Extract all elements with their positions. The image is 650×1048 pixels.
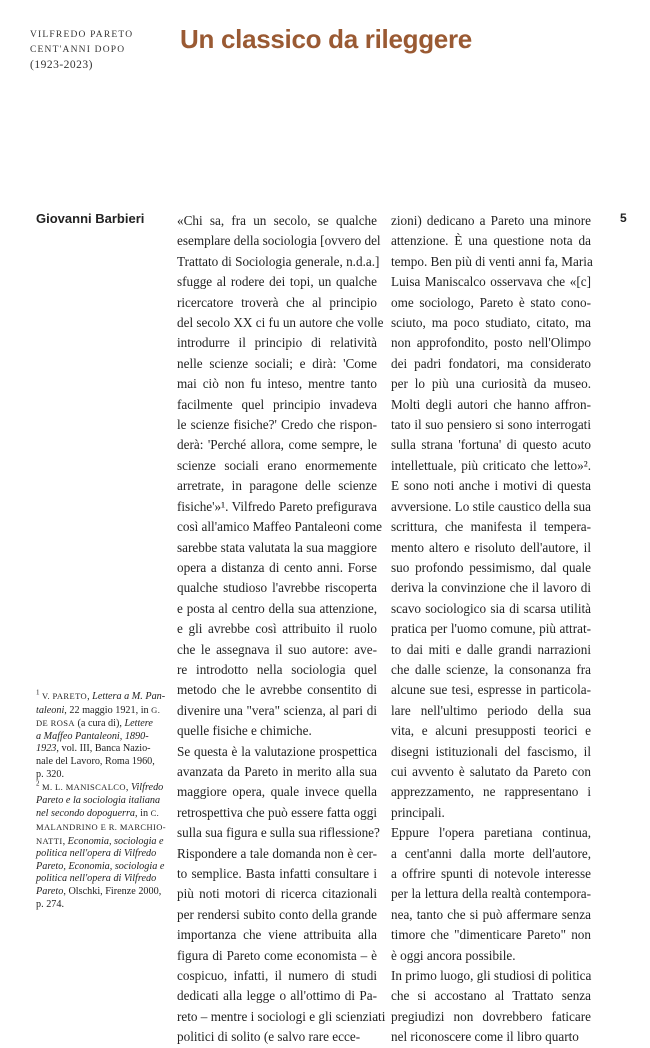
footnote-work-cont: a Maffeo Pantaleoni, 1890-: [36, 730, 149, 742]
body-text-line: per lo più una curiosità da museo.: [391, 376, 591, 392]
page-number: 5: [620, 211, 627, 225]
body-text-line: pratica per l'uomo comune, più attrat-: [391, 621, 591, 637]
body-text-line: intellettuale, più criticato che letto»².: [391, 457, 591, 473]
body-text-line: to semplice. Basta infatti consultare i: [177, 866, 377, 881]
body-text-line: tato il suo pensiero si sono interrogati: [391, 417, 591, 433]
body-text-line: principali.: [391, 804, 445, 820]
footnote-text: , 22 maggio 1921, in: [64, 704, 149, 716]
footnote-title-cont: Pareto e la sociologia italiana: [36, 794, 161, 806]
body-text-line: facilmente quel principio invadeva: [177, 396, 377, 412]
footnote-1: $^1$ V. PARETO, Lettera a M. Pan- taleoni, 22 maggio 1921, in G. DE ROSA (a cura di), Lettere a Maffeo Pantaleoni, 1890- 1923, vol. III, Banca Nazio- nale del Lavoro, Roma 1960, p. 320.: [36, 688, 166, 780]
body-text-line: dedicati alla legge o all'ottimo di Pa-: [177, 988, 377, 1004]
footnote-work-cont: Pareto: [36, 885, 64, 897]
body-text-line: esemplare della sociologia [ovvero del: [177, 233, 381, 249]
body-text-line: Eppure l'opera paretiana continua,: [391, 825, 591, 841]
body-text-line: derà: 'Perché allora, come sempre, le: [177, 437, 377, 453]
body-text-line: nel riconoscere come il libro quarto: [391, 1029, 579, 1045]
body-text-line: scavo sociologico sia di scarsa utilità: [391, 600, 591, 616]
body-text-line: sciuto, ma poco studiato, citato, ma: [391, 315, 591, 331]
series-line-2: CENT'ANNI DOPO: [30, 45, 126, 55]
body-text-line: ome sociologo, Pareto è stato cono-: [391, 294, 591, 310]
footnote-work: Economia, sociologia e: [67, 835, 164, 847]
footnote-title-cont: taleoni: [36, 704, 65, 716]
body-text-line: vita, e alcuni presupposti teorici e: [391, 723, 591, 739]
footnote-text: p. 274.: [36, 898, 65, 910]
body-text-line: apprezzamento, ne rappresentano i: [391, 784, 591, 800]
body-text-line: mento altero e risoluto dell'autore, il: [391, 539, 591, 555]
body-text-line: sfugge al rodere dei topi, un qualche: [177, 274, 377, 290]
body-text-line: che le assegnava il suo autore: ave-: [177, 641, 377, 657]
body-text-line: Se questa è la valutazione prospettica: [177, 743, 377, 759]
body-text-line: avanzata da Pareto in merito alla sua: [177, 763, 377, 779]
footnote-marker: 1: [36, 688, 40, 697]
footnote-work: Lettere: [124, 718, 153, 730]
body-text-line: per rendersi subito conto della grande: [177, 906, 377, 922]
body-text-line: che dalle scienze, la consonanza fra: [391, 661, 591, 677]
body-text-line: avversione. Lo stile caustico della sua: [391, 498, 591, 514]
body-text-line: e posta al centro della sua attenzione,: [177, 600, 377, 616]
body-text-line: sulla sua figura e sulla sua riflessione?: [177, 825, 380, 841]
author-name: Giovanni Barbieri: [36, 211, 145, 226]
body-text-line: cui avvento è salutato da Pareto con: [391, 763, 591, 779]
body-text-line: sulla strana 'fortuna' di questo acuto: [391, 437, 591, 453]
body-text-line: scrittura, che manifesta il tempera-: [391, 519, 591, 535]
body-text-line: reto – mentre i sociologi e gli scienziati: [177, 1008, 386, 1024]
body-text-line: suo profondo pessimismo, dal quale: [391, 559, 591, 575]
body-text-line: «Chi sa, fra un secolo, se qualche: [177, 213, 377, 228]
footnote-editor: DE ROSA: [36, 718, 75, 729]
body-text-line: più noti motori di ricerca citazionali: [177, 886, 377, 902]
footnote-text: p. 320.: [36, 768, 65, 780]
body-text-line: tempo. Ben più di venti anni fa, Maria: [391, 253, 593, 269]
body-text-line: sarebbe stata valutata la sua maggiore: [177, 539, 377, 555]
body-text-line: opera a distanza di cento anni. Forse: [177, 559, 377, 575]
body-text-line: lare nell'ultimo periodo della sua: [391, 702, 591, 718]
body-text-line: zioni) dedicano a Pareto una minore: [391, 213, 591, 228]
body-text-line: quelle fisiche e chimiche.: [177, 723, 312, 739]
body-text-line: mai ciò non fu inteso, mentre tanto: [177, 376, 377, 392]
body-text-line: disegni istituzionali del fascismo, il: [391, 743, 591, 759]
body-text-line: fisiche'»¹. Vilfredo Pareto prefigurava: [177, 498, 377, 514]
body-text-line: retrospettiva che può essere fatta oggi: [177, 804, 377, 820]
body-text-line: timore che "dimenticare Pareto" non: [391, 927, 591, 943]
footnote-2: $^2$ M. L. MANISCALCO, Vilfredo Pareto e la sociologia italiana nel secondo dopoguerra, in C. MALANDRINO E R. MARCHIO- NATTI, Economia, sociologia e politica nell'opera di Vilfredo Pareto, Economia, sociologia e politica nell'opera di Vilfredo Pareto, Olschki, Firenze 2000, p. 274.: [36, 779, 167, 910]
body-text-line: non approfondito, posto nell'Olimpo: [391, 335, 591, 351]
footnote-editors: MALANDRINO E R. MARCHIO-: [36, 821, 167, 832]
body-text-line: importanza che viene attribuita alla: [177, 927, 377, 943]
body-text-line: così all'amico Maffeo Pantaleoni come: [177, 519, 383, 535]
footnote-title: Lettera a M. Pan-: [92, 691, 166, 702]
body-text-line: scienze sociali erano enormemente: [177, 457, 377, 473]
footnote-text: (a cura di),: [77, 718, 122, 730]
footnote-work-cont: 1923: [36, 743, 57, 755]
body-text-line: politici di solito (e salvo rare ecce-: [177, 1029, 361, 1045]
body-text-line: che si accostano al Trattato senza: [391, 988, 591, 1004]
body-text-line: Molti degli autori che hanno affron-: [391, 396, 591, 412]
body-text-line: attenzione. È una questione nota da: [391, 233, 591, 249]
footnote-editor-initial: G.: [151, 704, 161, 715]
footnote-editors-cont: NATTI: [36, 835, 63, 846]
body-text-line: nea, tanto che si può affermare senza: [391, 906, 591, 922]
body-text-line: figura di Pareto come economista – è: [177, 947, 377, 963]
body-text-line: Rispondere a tale domanda non è cer-: [177, 845, 377, 861]
body-text-line: In primo luogo, gli studiosi di politica: [391, 968, 592, 984]
body-column-right: [391, 211, 591, 1048]
footnote-work-cont: politica nell'opera di Vilfredo: [36, 873, 157, 885]
body-text-line: cospicuo, infatti, il numero di studi: [177, 968, 377, 984]
body-text-line: nelle scienze sociali; e dirà: 'Come: [177, 355, 377, 371]
footnote-text: , vol. III, Banca Nazio-: [56, 743, 151, 755]
footnote-work-cont: politica nell'opera di Vilfredo: [36, 848, 157, 860]
footnote-text: nale del Lavoro, Roma 1960,: [36, 755, 155, 767]
footnotes: [36, 688, 167, 911]
article-title: Un classico da rileggere: [180, 24, 472, 54]
body-text-line: a cent'anni dalla morte dell'autore,: [391, 845, 591, 861]
body-text-line: metodo che le avrebbe consentito di: [177, 682, 377, 698]
series-line-1: VILFREDO PARETO: [30, 30, 134, 40]
body-text-line: alcune sue tesi, espresse in particola-: [391, 682, 591, 698]
body-text-line: qualche studioso l'avrebbe riscoperta: [177, 580, 377, 596]
footnote-author: V. PARETO: [42, 691, 88, 701]
footnote-work-cont: Pareto, Economia, sociologia e: [36, 860, 165, 872]
body-text-line: arretrate, in paragone delle scienze: [177, 478, 377, 494]
body-text-line: to dai miti e dalle grandi narrazioni: [391, 641, 591, 657]
series-header: [30, 28, 133, 73]
body-text-line: Trattato di Sociologia generale, n.d.a.]: [177, 253, 380, 269]
body-text-line: maggiore opera, quale invece quella: [177, 784, 377, 800]
body-text-line: ricercatore troverà che al principio: [177, 294, 377, 310]
footnote-title: Vilfredo: [131, 782, 164, 794]
footnote-text: , in: [135, 808, 149, 820]
body-text-line: introdurre il principio di relatività: [177, 335, 377, 351]
footnote-text: , Olschki, Firenze 2000,: [63, 885, 162, 897]
footnote-editor-initial: C.: [150, 808, 160, 819]
body-text-line: è oggi ancora possibile.: [391, 947, 516, 963]
body-column-left: [177, 211, 386, 1048]
body-text-line: dei padri fondatori, ma considerato: [391, 355, 591, 371]
footnote-author: M. L. MANISCALCO: [42, 782, 126, 793]
body-text-line: le scienze fisiche?' Credo che rispon-: [177, 417, 377, 433]
body-text-line: del secolo XX ci fu un autore che volle: [177, 315, 384, 331]
footnote-title-cont: nel secondo dopoguerra: [36, 808, 136, 820]
body-text-line: per la lettura della realtà contempora-: [391, 886, 591, 902]
body-text-line: a offrire spunti di notevole interesse: [391, 866, 591, 881]
body-text-line: Luisa Maniscalco osservava che «[c]: [391, 274, 591, 290]
body-text-line: divenire una "vera" scienza, al pari di: [177, 702, 377, 718]
body-text-line: pregiudizi non dovrebbero faticare: [391, 1008, 591, 1024]
body-text-line: E sono noti anche i motivi di questa: [391, 478, 591, 494]
footnote-marker: 2: [36, 779, 40, 788]
body-text-line: re introdotto nella sociologia quel: [177, 661, 377, 677]
series-years: (1923-2023): [30, 59, 93, 71]
body-text-line: e gli avrebbe così attribuito il ruolo: [177, 621, 377, 637]
body-text-line: deriva la convinzione che il lavoro di: [391, 580, 591, 596]
